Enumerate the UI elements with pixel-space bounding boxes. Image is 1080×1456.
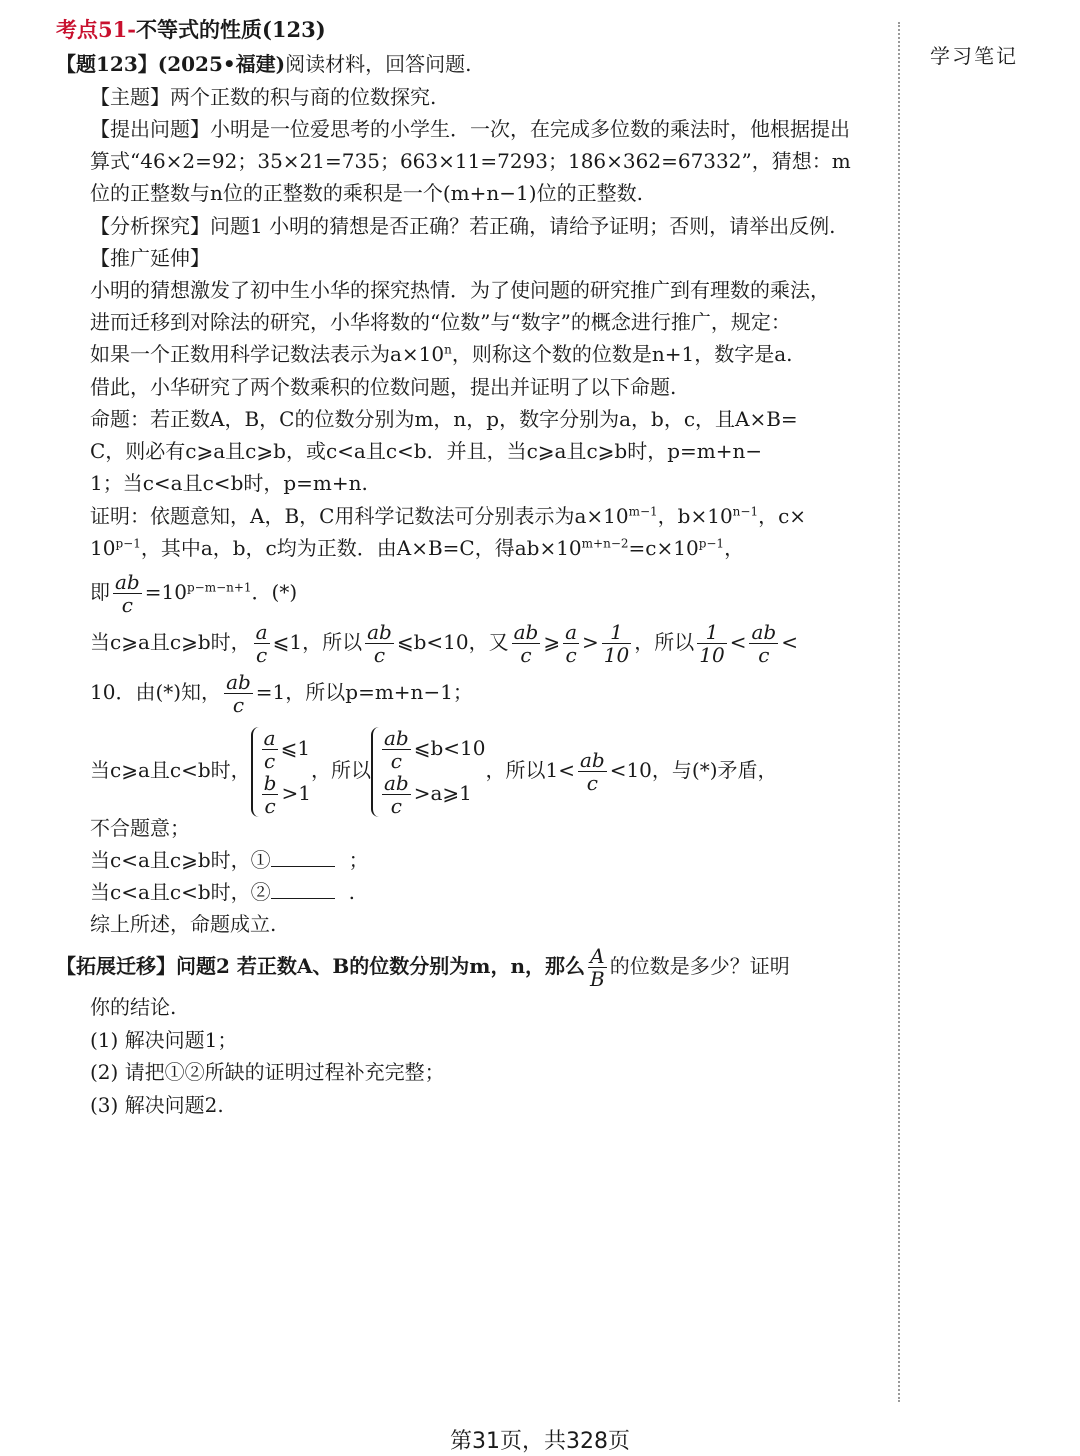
fraction-ab-c bbox=[113, 571, 142, 616]
eq-pre: 即 bbox=[90, 580, 110, 604]
den: c bbox=[565, 643, 577, 667]
num: a bbox=[565, 620, 578, 644]
proof1-exp-2: n−1 bbox=[732, 504, 759, 519]
extend-line-3 bbox=[90, 340, 793, 368]
proof2-exp-3: p−1 bbox=[698, 536, 725, 551]
fraction bbox=[224, 671, 253, 716]
proposition-line-1: 命题：若正数A，B，C的位数分别为m，n，p，数字分别为a，b，c，且A×B= bbox=[90, 407, 798, 431]
c1-d: ⩾ bbox=[543, 630, 561, 654]
den: c bbox=[373, 643, 386, 667]
proof2-post: ， bbox=[724, 536, 745, 560]
analyze-line: 【分析探究】问题1 小明的猜想是否正确？若正确，请给予证明；否则，请举出反例. bbox=[90, 214, 836, 238]
row-text: ⩽b<10 bbox=[413, 735, 486, 760]
extend-line-1: 小明的猜想激发了初中生小华的探究热情．为了使问题的研究推广到有理数的乘法， bbox=[90, 278, 830, 302]
system-brace-2 bbox=[371, 727, 486, 817]
fraction bbox=[382, 772, 411, 817]
num: A bbox=[588, 945, 607, 968]
c1-e: > bbox=[582, 630, 599, 654]
fraction bbox=[749, 621, 778, 666]
question-label: 【题123】 bbox=[56, 52, 158, 76]
proof2-exp-1: p−1 bbox=[115, 536, 141, 551]
num: a bbox=[263, 725, 276, 750]
c3-text: 当c<a且c⩾b时，① bbox=[90, 848, 271, 872]
fraction bbox=[254, 621, 270, 666]
c1-b: ⩽1，所以 bbox=[272, 630, 363, 654]
num: ab bbox=[383, 770, 409, 795]
page-footer: 第31页，共328页 bbox=[450, 1429, 630, 1454]
num: 1 bbox=[602, 621, 631, 644]
fraction-denominator: c bbox=[121, 593, 133, 617]
theme-line: 【主题】两个正数的积与商的位数探究. bbox=[90, 85, 437, 109]
den: c bbox=[264, 793, 276, 818]
ext-q-pre: 【拓展迁移】问题2 若正数A、B的位数分别为m，n，那么 bbox=[56, 954, 586, 978]
proof-line-1 bbox=[90, 502, 806, 530]
raise-line-3: 位的正整数与n位的正整数的乘积是一个(m+n−1)位的正整数. bbox=[90, 181, 643, 205]
equation-star bbox=[90, 568, 297, 616]
fraction bbox=[697, 621, 726, 666]
system-row bbox=[259, 727, 311, 772]
system-row bbox=[259, 772, 311, 817]
proof1-mid: ，b×10 bbox=[657, 504, 733, 528]
fraction bbox=[578, 749, 607, 794]
c2-d: <10，与(*)矛盾， bbox=[609, 758, 778, 782]
proof2-mid2: =c×10 bbox=[628, 536, 699, 560]
summary-line: 综上所述，命题成立. bbox=[90, 912, 277, 936]
eq-exponent: p−m−n+1 bbox=[186, 580, 252, 595]
den: c bbox=[390, 793, 402, 818]
case-2-end: 不合题意； bbox=[90, 816, 190, 840]
c1b-b: =1，所以p=m+n−1； bbox=[255, 680, 473, 704]
extend-line-2: 进而迁移到对除法的研究，小华将数的“位数”与“数字”的概念进行推广，规定： bbox=[90, 310, 791, 334]
fraction bbox=[365, 621, 394, 666]
den: B bbox=[590, 967, 605, 991]
ext3-pre: 如果一个正数用科学记数法表示为a×10 bbox=[90, 342, 445, 366]
c1b-a: 10．由(*)知， bbox=[90, 680, 222, 704]
fraction bbox=[563, 621, 579, 666]
fraction bbox=[512, 621, 541, 666]
den: c bbox=[586, 771, 598, 795]
fraction-A-B bbox=[588, 945, 607, 990]
extend-title: 【推广延伸】 bbox=[90, 246, 210, 270]
num: ab bbox=[751, 620, 777, 644]
section-heading bbox=[56, 16, 326, 44]
fraction bbox=[262, 772, 279, 817]
eq-mid: =10 bbox=[144, 580, 187, 604]
den: 10 bbox=[603, 643, 630, 667]
c1-h: < bbox=[781, 630, 798, 654]
den: c bbox=[232, 693, 245, 717]
den: c bbox=[256, 643, 268, 667]
num: ab bbox=[226, 670, 251, 694]
num: 1 bbox=[697, 621, 726, 644]
fraction bbox=[382, 727, 411, 772]
num: ab bbox=[383, 725, 409, 750]
num: b bbox=[263, 770, 277, 795]
den: c bbox=[520, 643, 532, 667]
raise-line-2: 算式“46×2=92；35×21=735；663×11=7293；186×362=67332”，猜想：m bbox=[90, 149, 851, 173]
den: 10 bbox=[699, 643, 725, 667]
c2-a: 当c⩾a且c<b时， bbox=[90, 758, 251, 782]
proposition-line-3: 1；当c<a且c<b时，p=m+n. bbox=[90, 471, 368, 495]
num: ab bbox=[367, 620, 392, 644]
section-tag: 考点51- bbox=[56, 17, 136, 42]
num: a bbox=[255, 620, 268, 644]
task-3: (3) 解决问题2. bbox=[90, 1093, 224, 1117]
section-title: 不等式的性质(123) bbox=[135, 17, 326, 42]
num: ab bbox=[513, 620, 539, 644]
question-header bbox=[56, 50, 471, 78]
case-1-conclusion bbox=[90, 668, 473, 716]
row-text: ⩽1 bbox=[280, 735, 311, 760]
raise-line-1: 【提出问题】小明是一位爱思考的小学生．一次，在完成多位数的乘法时，他根据提出 bbox=[90, 117, 850, 141]
c1-c: ⩽b<10，又 bbox=[396, 630, 509, 654]
question-intro: 阅读材料，回答问题. bbox=[285, 52, 472, 76]
c1-a: 当c⩾a且c⩾b时， bbox=[90, 630, 251, 654]
notes-divider bbox=[898, 22, 900, 1402]
system-row bbox=[379, 727, 486, 772]
task-1: (1) 解决问题1； bbox=[90, 1028, 238, 1052]
extension-question-2: 你的结论. bbox=[90, 995, 177, 1019]
proof2-exp-2: m+n−2 bbox=[581, 536, 629, 551]
proof1-pre: 证明：依题意知，A，B，C用科学记数法可分别表示为a×10 bbox=[90, 504, 629, 528]
fraction-numerator: ab bbox=[115, 570, 140, 594]
c2-b: ，所以 bbox=[310, 758, 371, 782]
num: ab bbox=[579, 748, 605, 772]
case-1-line bbox=[90, 618, 798, 666]
row-text: >1 bbox=[281, 780, 311, 805]
case-3-line bbox=[90, 846, 369, 874]
proof2-mid: ，其中a，b，c均为正数．由A×B=C，得ab×10 bbox=[140, 536, 582, 560]
ext3-post: ，则称这个数的位数是n+1，数字是a. bbox=[451, 342, 793, 366]
c2-c: ，所以1< bbox=[485, 758, 575, 782]
fraction bbox=[602, 621, 631, 666]
eq-post: ．(*) bbox=[251, 580, 298, 604]
fraction bbox=[262, 727, 278, 772]
system-brace-1 bbox=[251, 727, 311, 817]
proposition-line-2: C，则必有c⩾a且c⩾b，或c<a且c<b．并且，当c⩾a且c⩾b时，p=m+n− bbox=[90, 439, 763, 463]
c1-f: ，所以 bbox=[634, 630, 695, 654]
den: c bbox=[264, 748, 276, 773]
extend-line-4: 借此，小华研究了两个数乘积的位数问题，提出并证明了以下命题. bbox=[90, 375, 677, 399]
c4-text: 当c<a且c<b时，② bbox=[90, 880, 271, 904]
ext-q-post: 的位数是多少？证明 bbox=[609, 954, 790, 978]
ext3-exponent: n bbox=[444, 342, 452, 357]
row-text: >a⩾1 bbox=[413, 780, 472, 805]
den: c bbox=[390, 748, 402, 773]
case-2-line bbox=[90, 722, 778, 818]
task-2: (2) 请把①②所缺的证明过程补充完整； bbox=[90, 1060, 445, 1084]
proof-line-2 bbox=[90, 534, 744, 562]
proof1-post: ，c× bbox=[758, 504, 807, 528]
c4-end: . bbox=[348, 880, 356, 904]
c3-end: ； bbox=[348, 848, 369, 872]
answer-blank-2[interactable] bbox=[271, 880, 335, 899]
c1-g: < bbox=[729, 630, 747, 654]
system-row bbox=[379, 772, 486, 817]
proof1-exp-1: m−1 bbox=[628, 504, 658, 519]
case-4-line bbox=[90, 878, 355, 906]
den: c bbox=[758, 643, 770, 667]
notes-label: 学习笔记 bbox=[930, 44, 1018, 68]
answer-blank-1[interactable] bbox=[271, 848, 335, 867]
proof2-pre: 10 bbox=[90, 536, 116, 560]
extension-question bbox=[56, 942, 790, 990]
question-source: (2025•福建) bbox=[157, 52, 286, 76]
